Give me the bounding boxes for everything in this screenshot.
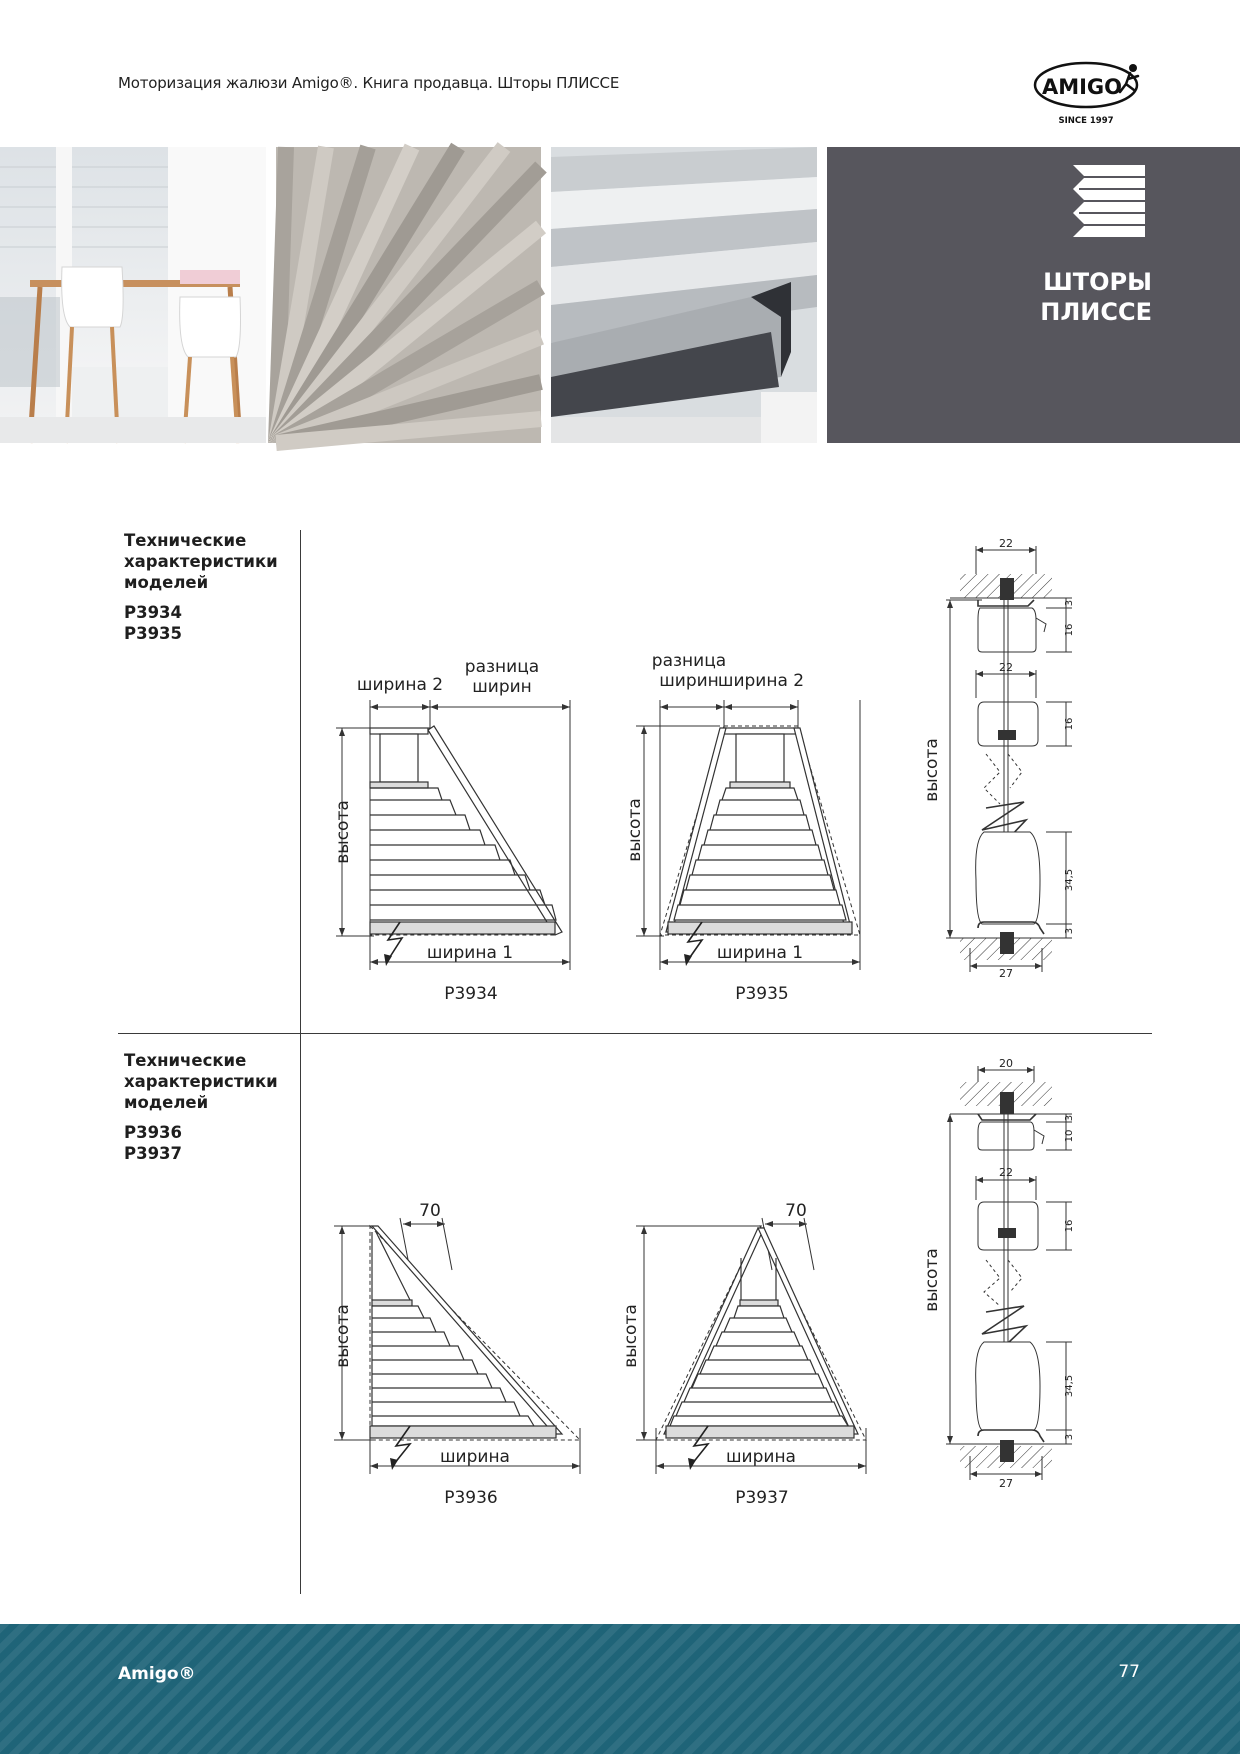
svg-text:16: 16 [1064, 1219, 1075, 1233]
amigo-logo [1030, 56, 1154, 130]
svg-text:3: 3 [1064, 1114, 1075, 1122]
model-code: P3937 [124, 1144, 183, 1163]
svg-text:ширина 2: ширина 2 [356, 675, 444, 695]
svg-text:высота: высота [621, 1304, 641, 1368]
svg-text:70: 70 [419, 1201, 441, 1221]
diagram-caption: P3937 [735, 1488, 789, 1508]
svg-text:разница: разница [651, 651, 727, 671]
svg-text:22: 22 [999, 661, 1013, 674]
svg-text:ширина 1: ширина 1 [426, 943, 514, 963]
svg-text:10: 10 [1064, 1129, 1075, 1143]
svg-text:16: 16 [1064, 717, 1075, 731]
svg-text:34,5: 34,5 [1064, 1374, 1075, 1398]
svg-text:27: 27 [999, 1477, 1013, 1490]
section-label-1: Технические характеристики моделей P3934 P3935 [124, 531, 278, 643]
logo-text: AMIGO [1041, 75, 1123, 99]
photo-dining-room [0, 147, 266, 443]
svg-text:ширина 1: ширина 1 [716, 943, 804, 963]
diagram-caption: P3936 [444, 1488, 498, 1508]
document-header: Моторизация жалюзи Amigo®. Книга продавца. Шторы ПЛИССЕ [118, 74, 620, 92]
photo-pleated-fabric [276, 147, 541, 443]
svg-text:22: 22 [999, 1166, 1013, 1179]
page-footer [0, 1624, 1240, 1754]
svg-text:ширин: ширин [659, 671, 719, 691]
svg-text:27: 27 [999, 967, 1013, 980]
svg-text:3: 3 [1064, 927, 1075, 935]
svg-text:3: 3 [1064, 599, 1075, 607]
svg-text:высота: высота [625, 798, 645, 862]
model-code: P3936 [124, 1123, 183, 1142]
svg-text:3: 3 [1064, 1433, 1075, 1441]
diagram-p3936 [330, 1198, 600, 1478]
svg-text:высота: высота [922, 738, 942, 802]
diagram-p3937 [621, 1198, 876, 1478]
model-code: P3934 [124, 603, 183, 622]
svg-text:20: 20 [999, 1057, 1013, 1070]
svg-text:высота: высота [333, 800, 353, 864]
svg-text:высота: высота [333, 1304, 353, 1368]
diagram-p3934 [330, 650, 600, 980]
diagram-caption: P3934 [444, 984, 498, 1004]
svg-text:разница: разница [464, 657, 540, 677]
column-divider [300, 530, 301, 1594]
model-code: P3935 [124, 624, 183, 643]
photo-pleated-closeup [551, 147, 817, 443]
logo-subtext: SINCE 1997 [1058, 116, 1114, 126]
footer-brand: Amigo® [118, 1664, 196, 1684]
svg-text:ширина: ширина [726, 1447, 796, 1467]
diagram-caption: P3935 [735, 984, 789, 1004]
page-number: 77 [1118, 1662, 1140, 1682]
motor-profile-diagram-1 [920, 537, 1080, 980]
svg-text:высота: высота [922, 1248, 942, 1312]
motor-profile-diagram-2 [920, 1057, 1080, 1490]
category-panel [827, 147, 1240, 443]
svg-text:34,5: 34,5 [1064, 868, 1075, 892]
svg-text:ширин: ширин [472, 677, 532, 697]
svg-text:70: 70 [785, 1201, 807, 1221]
category-title: ШТОРЫ ПЛИССЕ [1040, 268, 1152, 326]
diagram-p3935 [625, 650, 870, 980]
svg-text:22: 22 [999, 537, 1013, 550]
pleated-blind-icon [1071, 165, 1147, 239]
section-divider [118, 1033, 1152, 1034]
section-label-2: Технические характеристики моделей P3936 P3937 [124, 1051, 278, 1163]
svg-text:16: 16 [1064, 623, 1075, 637]
svg-text:ширина 2: ширина 2 [717, 671, 805, 691]
svg-text:ширина: ширина [440, 1447, 510, 1467]
